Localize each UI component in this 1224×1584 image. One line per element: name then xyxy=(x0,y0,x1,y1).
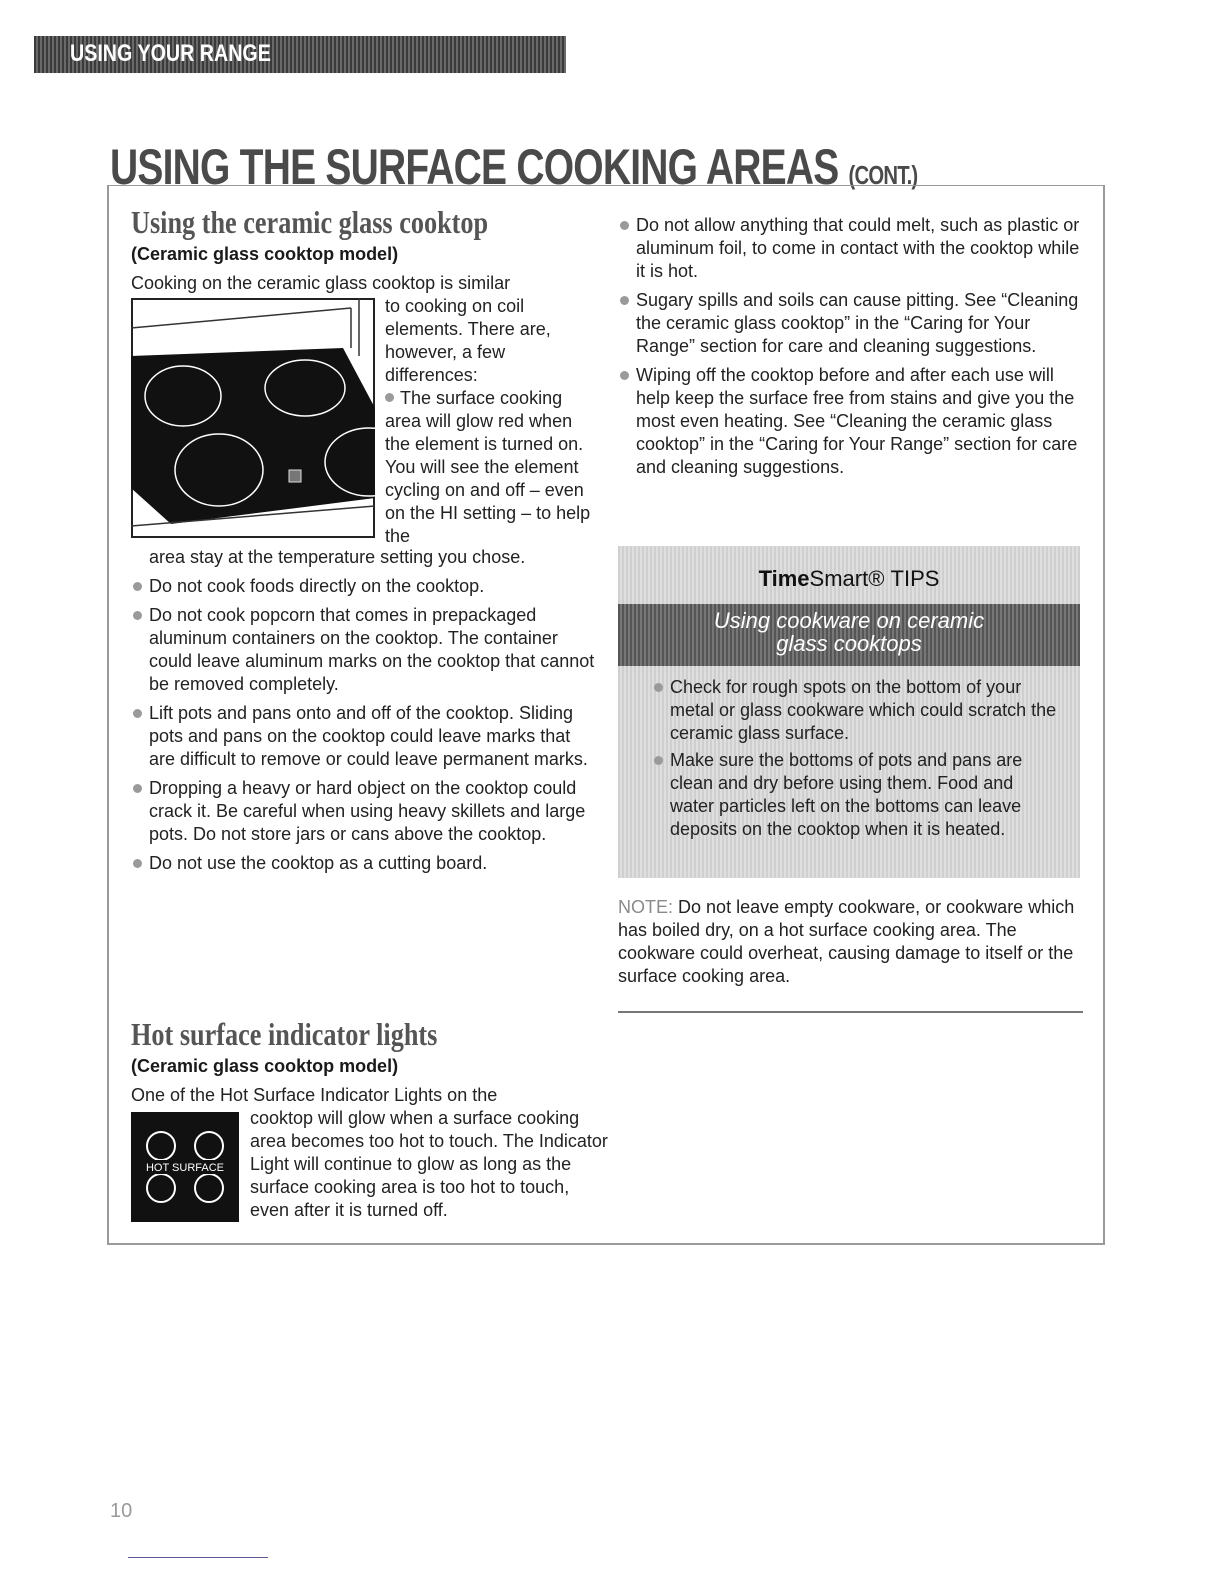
page-number: 10 xyxy=(110,1500,133,1522)
ceramic-bullet-list xyxy=(131,575,601,881)
page-title-text: USING THE SURFACE COOKING AREAS xyxy=(110,139,839,195)
ceramic-subhead: (Ceramic glass cooktop model) xyxy=(131,244,399,264)
timesmart-tips-box xyxy=(618,546,1080,878)
bullet-dot xyxy=(654,756,663,765)
bullet-dot xyxy=(133,611,142,620)
brand-bold: Time xyxy=(758,566,810,591)
hot-surface-section-title: Hot surface indicator lights xyxy=(131,1016,438,1052)
tips-item-text: Check for rough spots on the bottom of your metal or glass cookware which could scratch the ceramic glass surface. xyxy=(670,677,1057,743)
section-header-band xyxy=(34,36,566,73)
note-paragraph xyxy=(618,896,1084,988)
right-bullet-item xyxy=(618,364,1084,479)
bullet-dot xyxy=(620,296,629,305)
ceramic-cooktop-illustration xyxy=(131,298,375,538)
bullet-text: Sugary spills and soils can cause pitting. See “Cleaning the ceramic glass cooktop” in the “Caring for Your Range” section for care and cleaning suggestions. xyxy=(636,290,1079,356)
bullet-text: Lift pots and pans onto and off of the cooktop. Sliding pots and pans on the cooktop could leave marks that are difficult to remove or could leave permanent marks. xyxy=(149,703,588,769)
note-label: NOTE: xyxy=(618,897,674,917)
tips-heading xyxy=(618,609,1080,655)
bullet-text: Wiping off the cooktop before and after each use will help keep the surface free from stains and give you the most even heating. See “Cleaning the ceramic glass cooktop” in the “Caring for Your Range” section for care and cleaning suggestions. xyxy=(636,365,1078,477)
hot-surface-panel-illustration xyxy=(131,1112,239,1222)
bullet-glow-wrap-item xyxy=(385,387,600,548)
ceramic-section-title: Using the ceramic glass cooktop xyxy=(131,204,489,240)
brand-suffix: TIPS xyxy=(890,566,940,591)
bullet-dot xyxy=(133,784,142,793)
footer-rule xyxy=(128,1557,268,1558)
hot-surface-panel-label: HOT SURFACE xyxy=(145,1162,225,1174)
hot-surface-subhead: (Ceramic glass cooktop model) xyxy=(131,1056,399,1076)
tips-list xyxy=(652,676,1062,845)
timesmart-brand xyxy=(618,566,1080,592)
section-header-label: USING YOUR RANGE xyxy=(70,40,271,67)
ceramic-bullet-item xyxy=(131,852,601,875)
tips-item xyxy=(652,676,1062,745)
ceramic-bullet-item xyxy=(131,575,601,598)
right-bullet-item xyxy=(618,289,1084,358)
bullet-glow-text: The surface cooking area will glow red when the element is turned on. You will see the element cycling on and off – even on the HI setting – to help the xyxy=(385,388,591,546)
bullet-dot xyxy=(385,393,394,402)
tips-item-text: Make sure the bottoms of pots and pans are clean and dry before using them. Food and water particles left on the bottoms can leave deposits on the cooktop when it is heated. xyxy=(670,750,1023,839)
bullet-dot xyxy=(133,859,142,868)
bullet-dot xyxy=(620,221,629,230)
ceramic-bullet-item xyxy=(131,777,601,846)
ceramic-intro-wrap: to cooking on coil elements. There are, however, a few differences: xyxy=(385,296,551,385)
bullet-dot xyxy=(654,683,663,692)
bullet-dot xyxy=(620,371,629,380)
bullet-text: Do not cook foods directly on the cooktop. xyxy=(149,576,485,596)
ceramic-intro-line: Cooking on the ceramic glass cooktop is similar xyxy=(131,273,511,293)
bullet-text: Do not allow anything that could melt, such as plastic or aluminum foil, to come in contact with the cooktop while it is hot. xyxy=(636,215,1080,281)
bullet-text: Dropping a heavy or hard object on the cooktop could crack it. Be careful when using heavy skillets and large pots. Do not store jars or cans above the cooktop. xyxy=(149,778,586,844)
tips-item xyxy=(652,749,1062,841)
bullet-glow-tail: area stay at the temperature setting you chose. xyxy=(149,547,526,567)
bullet-text: Do not use the cooktop as a cutting board. xyxy=(149,853,488,873)
page-title-suffix: (CONT.) xyxy=(848,160,918,190)
ceramic-bullet-item xyxy=(131,702,601,771)
hot-surface-intro-wrap: cooktop will glow when a surface cooking area becomes too hot to touch. The Indicator Light will continue to glow as long as the surface cooking area is too hot to touch, even after it is turned off. xyxy=(250,1108,608,1220)
note-text: Do not leave empty cookware, or cookware which has boiled dry, on a hot surface cooking area. The cookware could overheat, causing damage to itself or the surface cooking area. xyxy=(618,897,1075,986)
hot-surface-intro-line: One of the Hot Surface Indicator Lights on the xyxy=(131,1085,498,1105)
bullet-dot xyxy=(133,582,142,591)
tips-heading-band xyxy=(618,604,1080,666)
ceramic-bullet-item xyxy=(131,604,601,696)
brand-rest: Smart® xyxy=(809,566,885,591)
section-divider xyxy=(618,1011,1083,1013)
bullet-dot xyxy=(133,709,142,718)
tips-heading-line2: glass cooktops xyxy=(776,631,922,656)
right-bullet-item xyxy=(618,214,1084,283)
tips-heading-line1: Using cookware on ceramic xyxy=(713,608,985,633)
bullet-text: Do not cook popcorn that comes in prepackaged aluminum containers on the cooktop. The container could leave aluminum marks on the cooktop that cannot be removed completely. xyxy=(149,605,595,694)
right-bullet-list xyxy=(618,214,1084,485)
